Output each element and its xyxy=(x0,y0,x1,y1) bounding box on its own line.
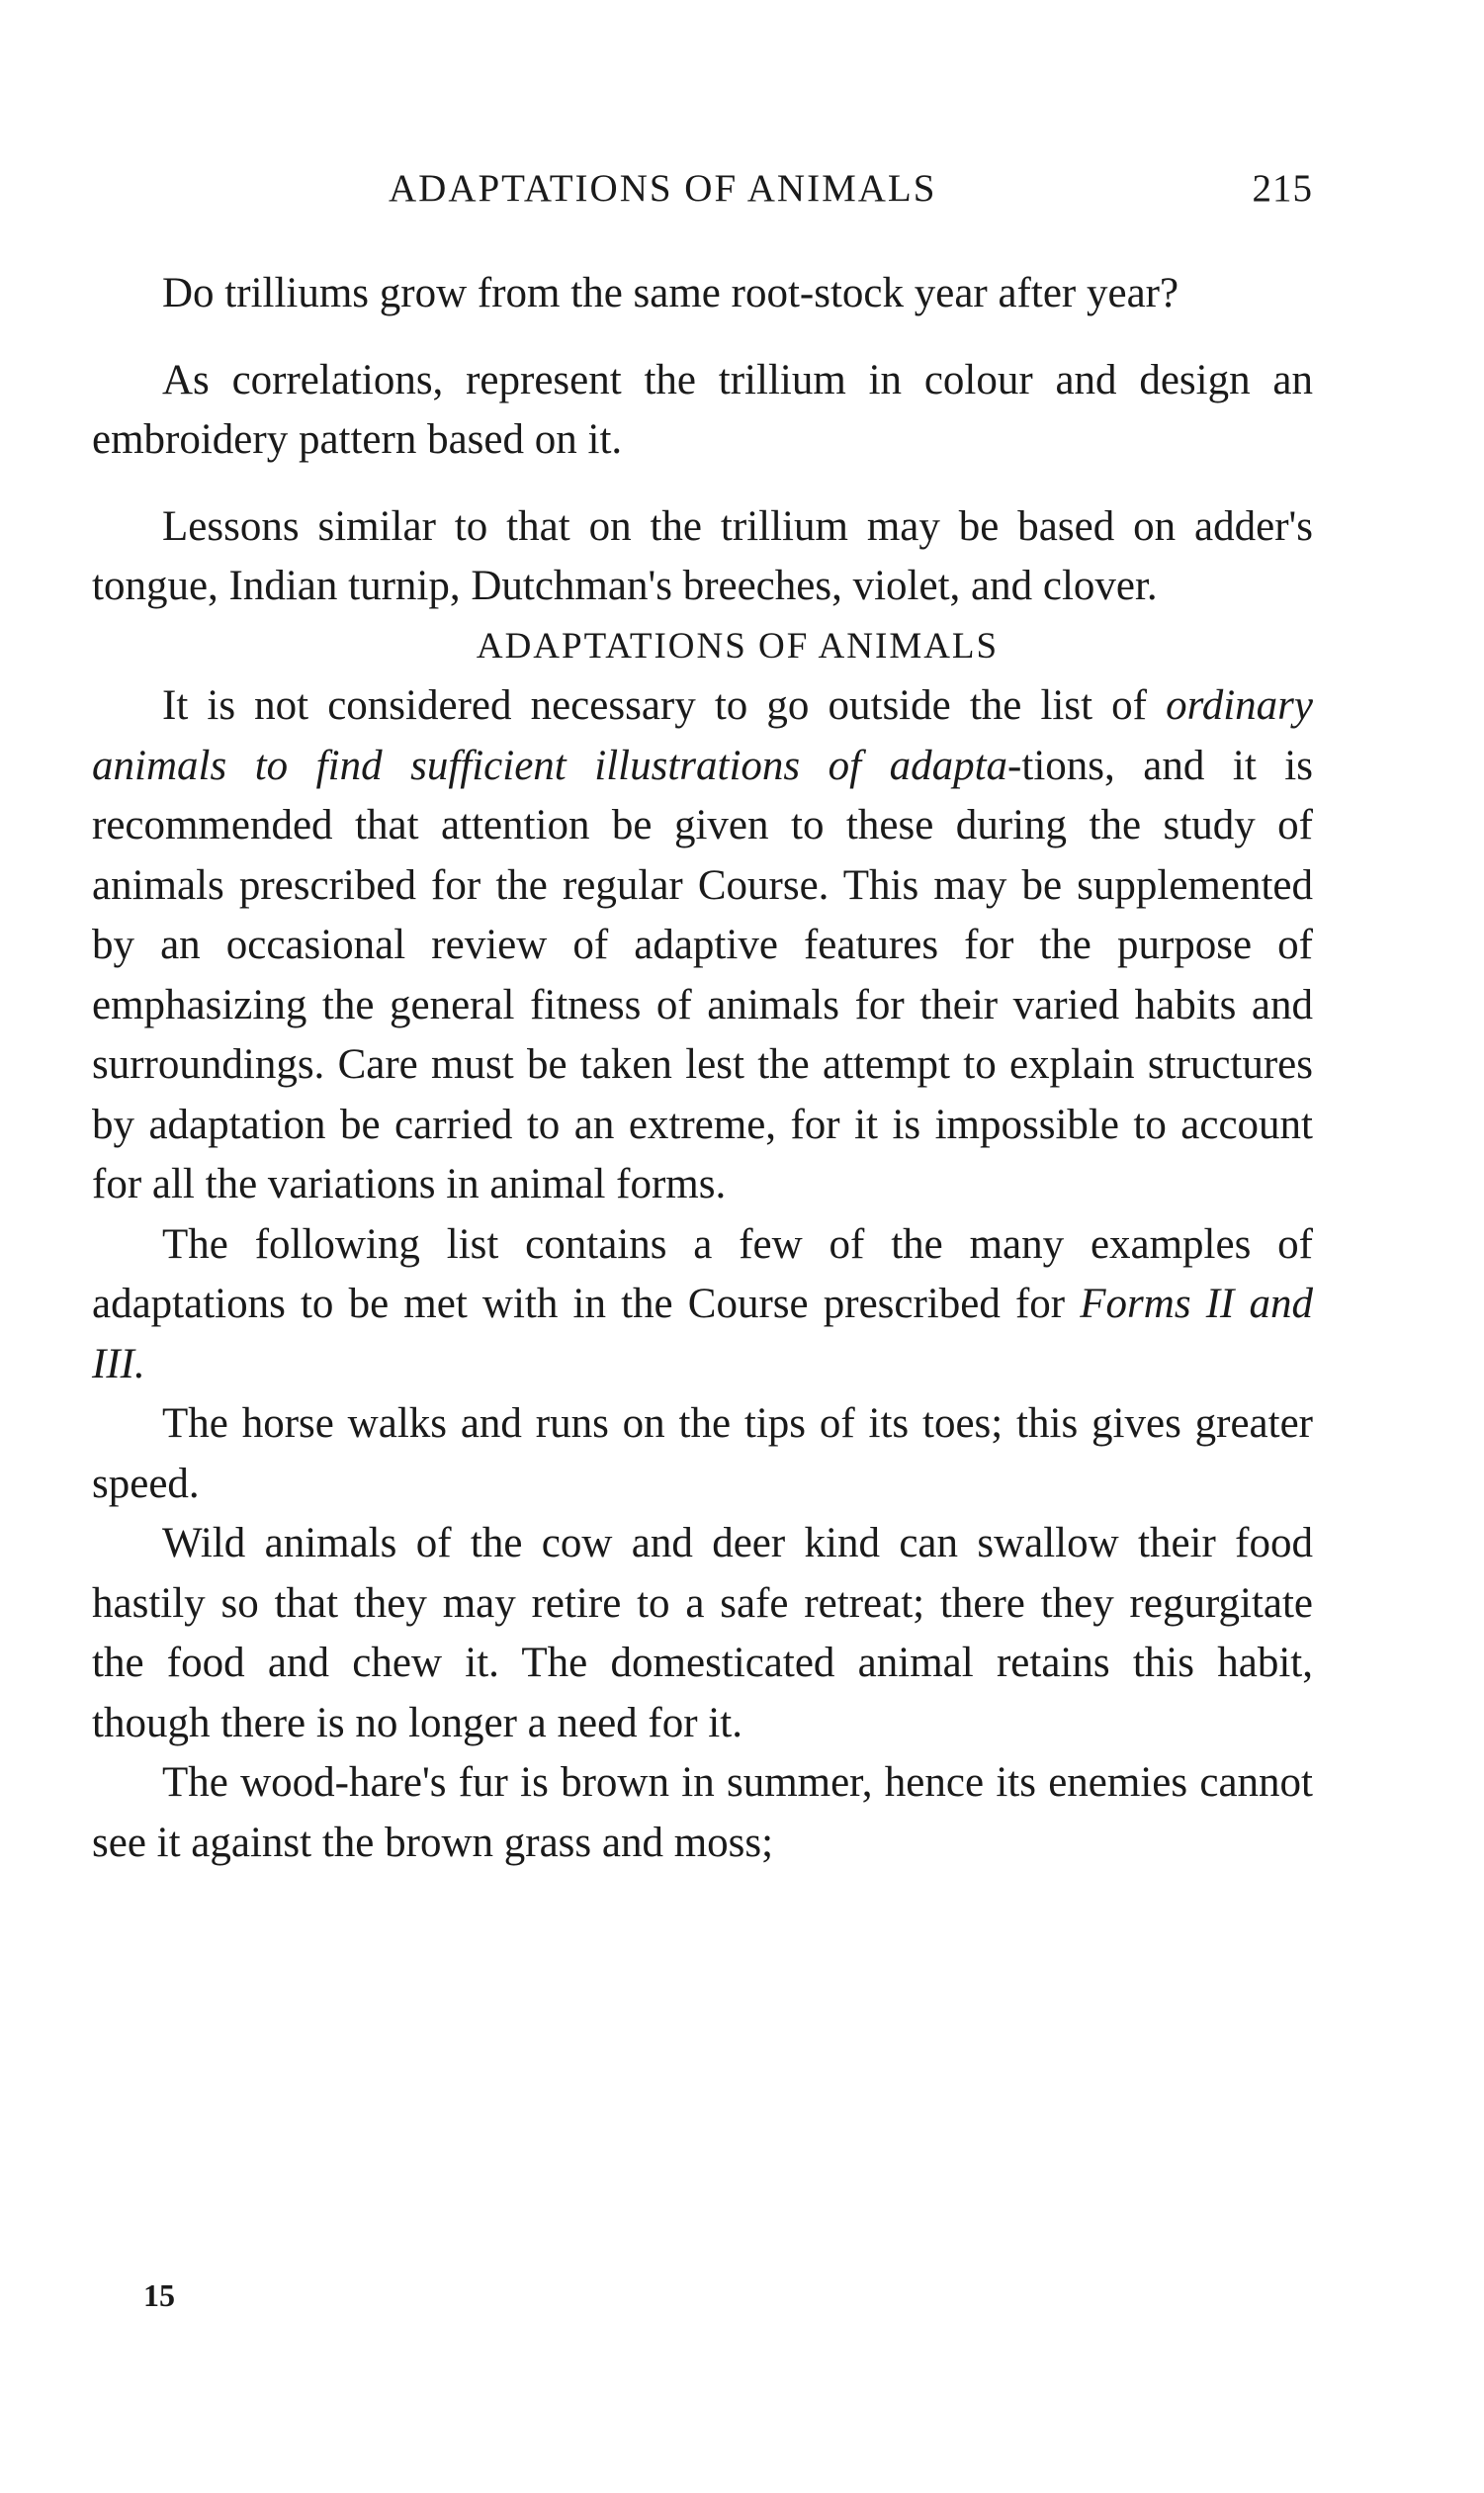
paragraph-similar-lessons: Lessons similar to that on the trillium may be based on adder's tongue, Indian turnip, Dutchman's breeches, violet, and clover. xyxy=(92,502,1313,609)
running-title: ADAPTATIONS OF ANIMALS xyxy=(389,167,937,210)
page-body xyxy=(92,264,1313,1873)
paragraph-following-list xyxy=(92,1215,1313,1395)
section-heading: ADAPTATIONS OF ANIMALS xyxy=(476,625,1000,667)
intro-text-italic: ordinary animals to find sufficient illustrations of adapta- xyxy=(92,682,1313,789)
paragraph-correlations: As correlations, represent the trillium in colour and design an embroidery pattern based on it. xyxy=(92,356,1313,463)
following-list-text: The following list contains a few of the many examples of adaptations to be met with in the Course prescribed for xyxy=(92,1220,1313,1327)
paragraph-horse: The horse walks and runs on the tips of its toes; this gives greater speed. xyxy=(92,1400,1313,1507)
paragraph-adaptations-intro xyxy=(92,676,1313,1215)
page-number: 215 xyxy=(1252,167,1313,210)
paragraph-trilliums-question: Do trilliums grow from the same root-stock year after year? xyxy=(162,270,1179,316)
paragraph-wood-hare: The wood-hare's fur is brown in summer, hence its enemies cannot see it against the brown grass and moss; xyxy=(92,1759,1313,1866)
intro-text-start: It is not considered necessary to go outside the list of xyxy=(162,682,1167,729)
following-list-italic: Forms II and III. xyxy=(92,1281,1313,1387)
intro-text-end: tions, and it is recommended that attention be given to these during the study of animals prescribed for the regular Course. This may be supplemented by an occasional review of adaptive features for the purpose of emphasizing the general fitness of animals for their varied habits and surroundings. Care must be taken lest the attempt to explain structures by adaptation be carried to an extreme, for it is impossible to account for all the variations in animal forms. xyxy=(92,742,1313,1207)
paragraph-cow-deer: Wild animals of the cow and deer kind can swallow their food hastily so that they may retire to a safe retreat; there they regurgitate the food and chew it. The domesticated animal retains this habit, though there is no longer a need for it. xyxy=(92,1520,1313,1746)
signature-mark: 15 xyxy=(143,2277,175,2313)
